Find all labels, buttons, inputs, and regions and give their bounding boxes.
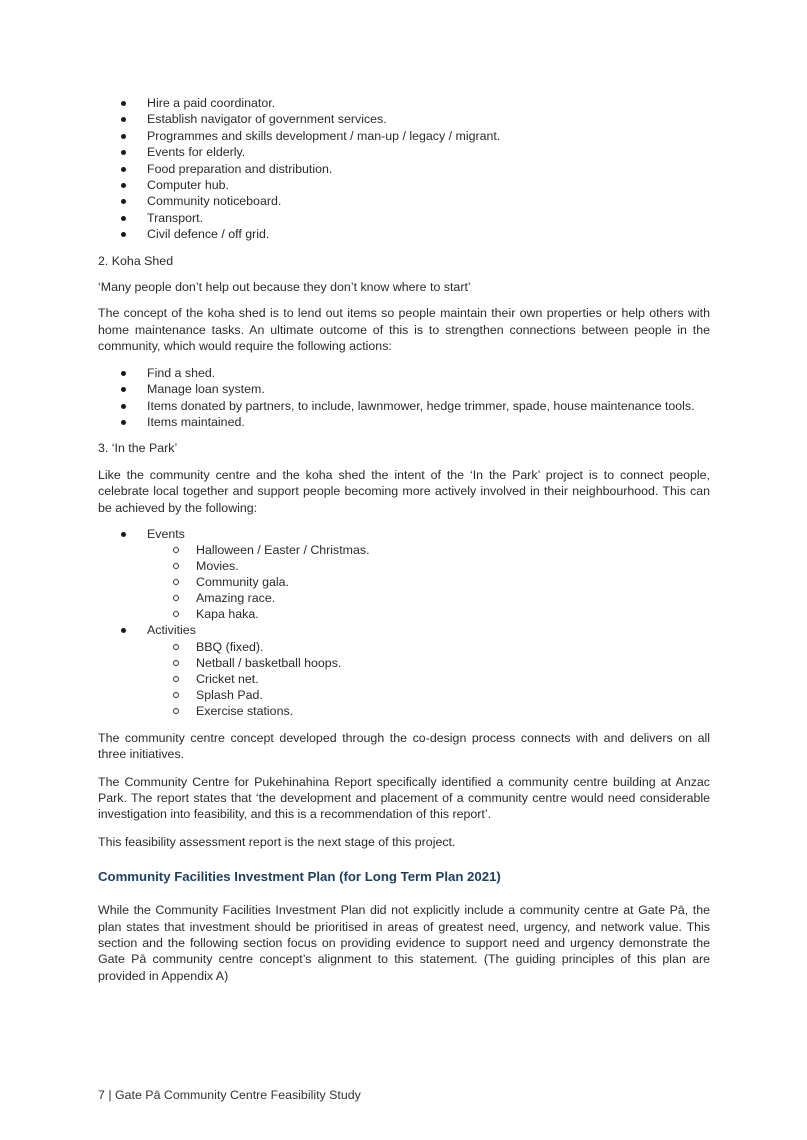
sublist-item: Splash Pad.	[147, 687, 710, 703]
list-item: Find a shed.	[98, 365, 710, 381]
events-sublist	[147, 542, 710, 622]
report-paragraph: The Community Centre for Pukehinahina Report specifically identified a community centre building at Anzac Park. The report states that ‘the development and placement of a community centre would need considerable investigation into feasibility, and this is a recommendation of this report’.	[98, 774, 710, 822]
sublist-item: BBQ (fixed).	[147, 639, 710, 655]
list-item: Computer hub.	[98, 177, 710, 193]
activities-sublist	[147, 639, 710, 719]
list-item-events	[98, 526, 710, 622]
activities-label: Activities	[147, 623, 196, 638]
list-item: Transport.	[98, 210, 710, 226]
sublist-item: Community gala.	[147, 574, 710, 590]
sublist-item: Kapa haka.	[147, 606, 710, 622]
sublist-item: Exercise stations.	[147, 703, 710, 719]
section-heading: Community Facilities Investment Plan (for Long Term Plan 2021)	[98, 869, 501, 885]
park-paragraph: Like the community centre and the koha shed the intent of the ‘In the Park’ project is to connect people, celebrate local together and support people becoming more actively involved in their neighbourhood. This can be achieved by the following:	[98, 467, 710, 515]
koha-list	[98, 365, 710, 431]
list-item: Items donated by partners, to include, lawnmower, hedge trimmer, spade, house maintenance tools.	[98, 398, 710, 414]
sublist-item: Netball / basketball hoops.	[147, 655, 710, 671]
list-item: Civil defence / off grid.	[98, 226, 710, 242]
list-item: Programmes and skills development / man-up / legacy / migrant.	[98, 128, 710, 144]
sublist-item: Amazing race.	[147, 590, 710, 606]
events-label: Events	[147, 526, 185, 541]
park-list	[98, 526, 710, 719]
services-list	[98, 95, 710, 243]
list-item: Establish navigator of government services.	[98, 111, 710, 127]
koha-paragraph: The concept of the koha shed is to lend out items so people maintain their own properties or help others with home maintenance tasks. An ultimate outcome of this is to strengthen connections between people in the community, which would require the following actions:	[98, 306, 710, 354]
sublist-item: Halloween / Easter / Christmas.	[147, 542, 710, 558]
list-item-activities	[98, 622, 710, 718]
sublist-item: Cricket net.	[147, 671, 710, 687]
list-item: Hire a paid coordinator.	[98, 95, 710, 111]
cfip-paragraph: While the Community Facilities Investment Plan did not explicitly include a community centre at Gate Pā, the plan states that investment should be prioritised in areas of greatest need, urgency, and network value. This section and the following section focus on providing evidence to support need and urgency demonstrate the Gate Pā community centre concept’s alignment to this statement. (The guiding principles of this plan are provided in Appendix A)	[98, 903, 710, 983]
next-stage-paragraph: This feasibility assessment report is the next stage of this project.	[98, 834, 456, 849]
page-footer: 7 | Gate Pā Community Centre Feasibility Study	[98, 1088, 361, 1102]
koha-quote: ‘Many people don’t help out because they don’t know where to start’	[98, 280, 471, 295]
list-item: Events for elderly.	[98, 144, 710, 160]
page-content	[98, 95, 710, 984]
park-heading: 3. ‘In the Park’	[98, 441, 178, 456]
koha-heading: 2. Koha Shed	[98, 253, 174, 268]
list-item: Manage loan system.	[98, 381, 710, 397]
list-item: Food preparation and distribution.	[98, 161, 710, 177]
sublist-item: Movies.	[147, 558, 710, 574]
list-item: Items maintained.	[98, 414, 710, 430]
codesign-paragraph: The community centre concept developed through the co-design process connects with and delivers on all three initiatives.	[98, 730, 710, 762]
list-item: Community noticeboard.	[98, 193, 710, 209]
